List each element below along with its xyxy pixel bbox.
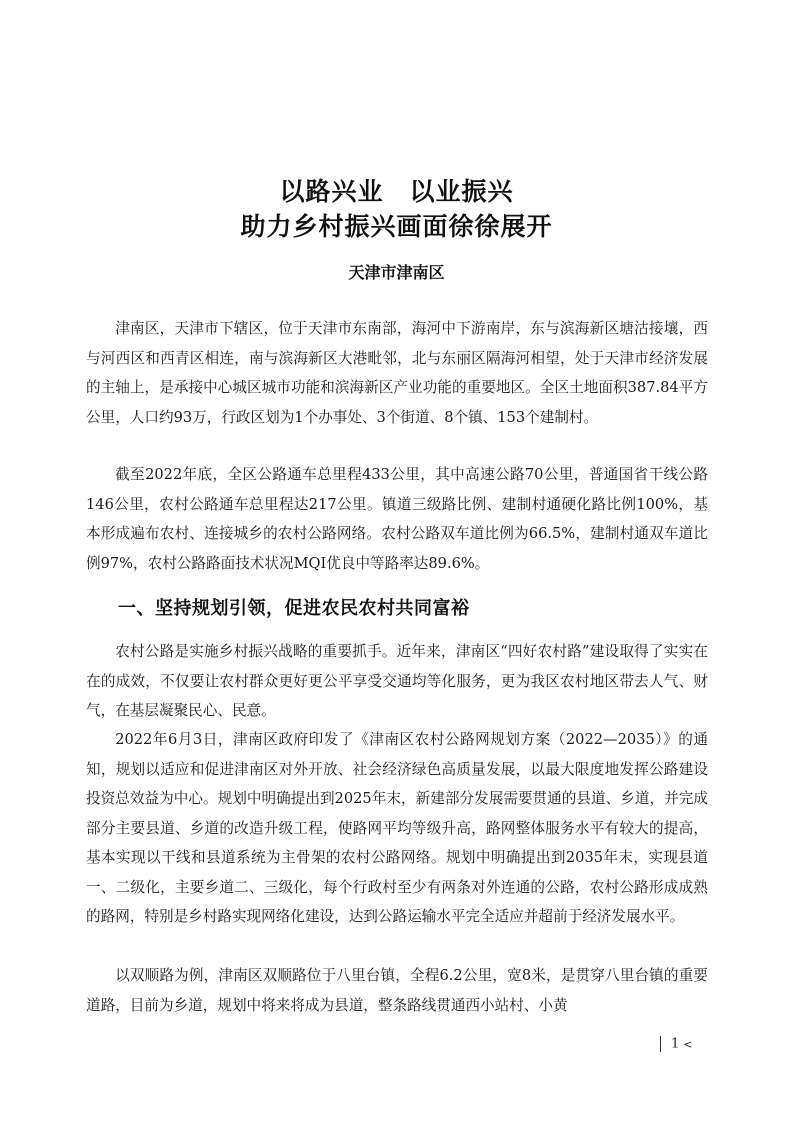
paragraph-planning: 2022年6月3日，津南区政府印发了《津南区农村公路网规划方案（2022—2035）》的通知，规划以适应和促进津南区对外开放、社会经济绿色高质量发展，以最大限度地发挥公路建设投资总效益为中心。规划中明确提出到2025年末，新建部分发展需要贯通的县道、乡道，并完成部分主要县道、乡道的改造升级工程，使路网平均等级升高，路网整体服务水平有较大的提高，基本实现以干线和县道系统为主骨架的农村公路网络。规划中明确提出到2035年末，实现县道一、二级化，主要乡道二、三级化，每个行政村至少有两条对外连通的公路，农村公路形成成熟的路网，特别是乡村路实现网络化建设，达到公路运输水平完全适应并超前于经济发展水平。 <box>86 731 708 925</box>
title-line-1: 以路兴业 以业振兴 <box>279 177 514 206</box>
paragraph-road-stats: 截至2022年底，全区公路通车总里程433公里，其中高速公路70公里，普通国省干线公路146公里，农村公路通车总里程达217公里。镇道三级路比例、建制村通硬化路比例100%，基本形成遍布农村、连接城乡的农村公路网络。农村公路双车道比例为66.5%，建制村通双车道比例97%，农村公路路面技术状况MQI优良中等路率达89.6%。 <box>86 466 708 572</box>
footer-divider <box>660 1036 661 1052</box>
page-arrow-icon: < <box>683 1037 693 1051</box>
paragraph-example: 以双顺路为例，津南区双顺路位于八里台镇，全程6.2公里，宽8米，是贯穿八里台镇的重要道路，目前为乡道，规划中将来将成为县道，整条路线贯通西小站村、小黄 <box>86 967 708 1014</box>
page-footer <box>660 1036 693 1052</box>
paragraph-rural-roads: 农村公路是实施乡村振兴战略的重要抓手。近年来，津南区“四好农村路”建设取得了实实在在的成效，不仅要让农村群众更好更公平享受交通均等化服务，更为我区农村地区带去人气、财气，在基层凝聚民心、民意。 <box>86 643 708 719</box>
section-heading: 一、坚持规划引领，促进农民农村共同富裕 <box>118 598 470 619</box>
page-number: 1 <box>671 1036 680 1052</box>
title-line-2: 助力乡村振兴画面徐徐展开 <box>240 212 553 241</box>
paragraph-intro: 津南区，天津市下辖区，位于天津市东南部，海河中下游南岸，东与滨海新区塘沽接壤，西与河西区和西青区相连，南与滨海新区大港毗邻，北与东丽区隔海河相望，处于天津市经济发展的主轴上，是承接中心城区城市功能和滨海新区产业功能的重要地区。全区土地面积387.84平方公里，人口约93万，行政区划为1个办事处、3个街道、8个镇、153个建制村。 <box>86 320 708 426</box>
author-subtitle: 天津市津南区 <box>348 263 445 282</box>
